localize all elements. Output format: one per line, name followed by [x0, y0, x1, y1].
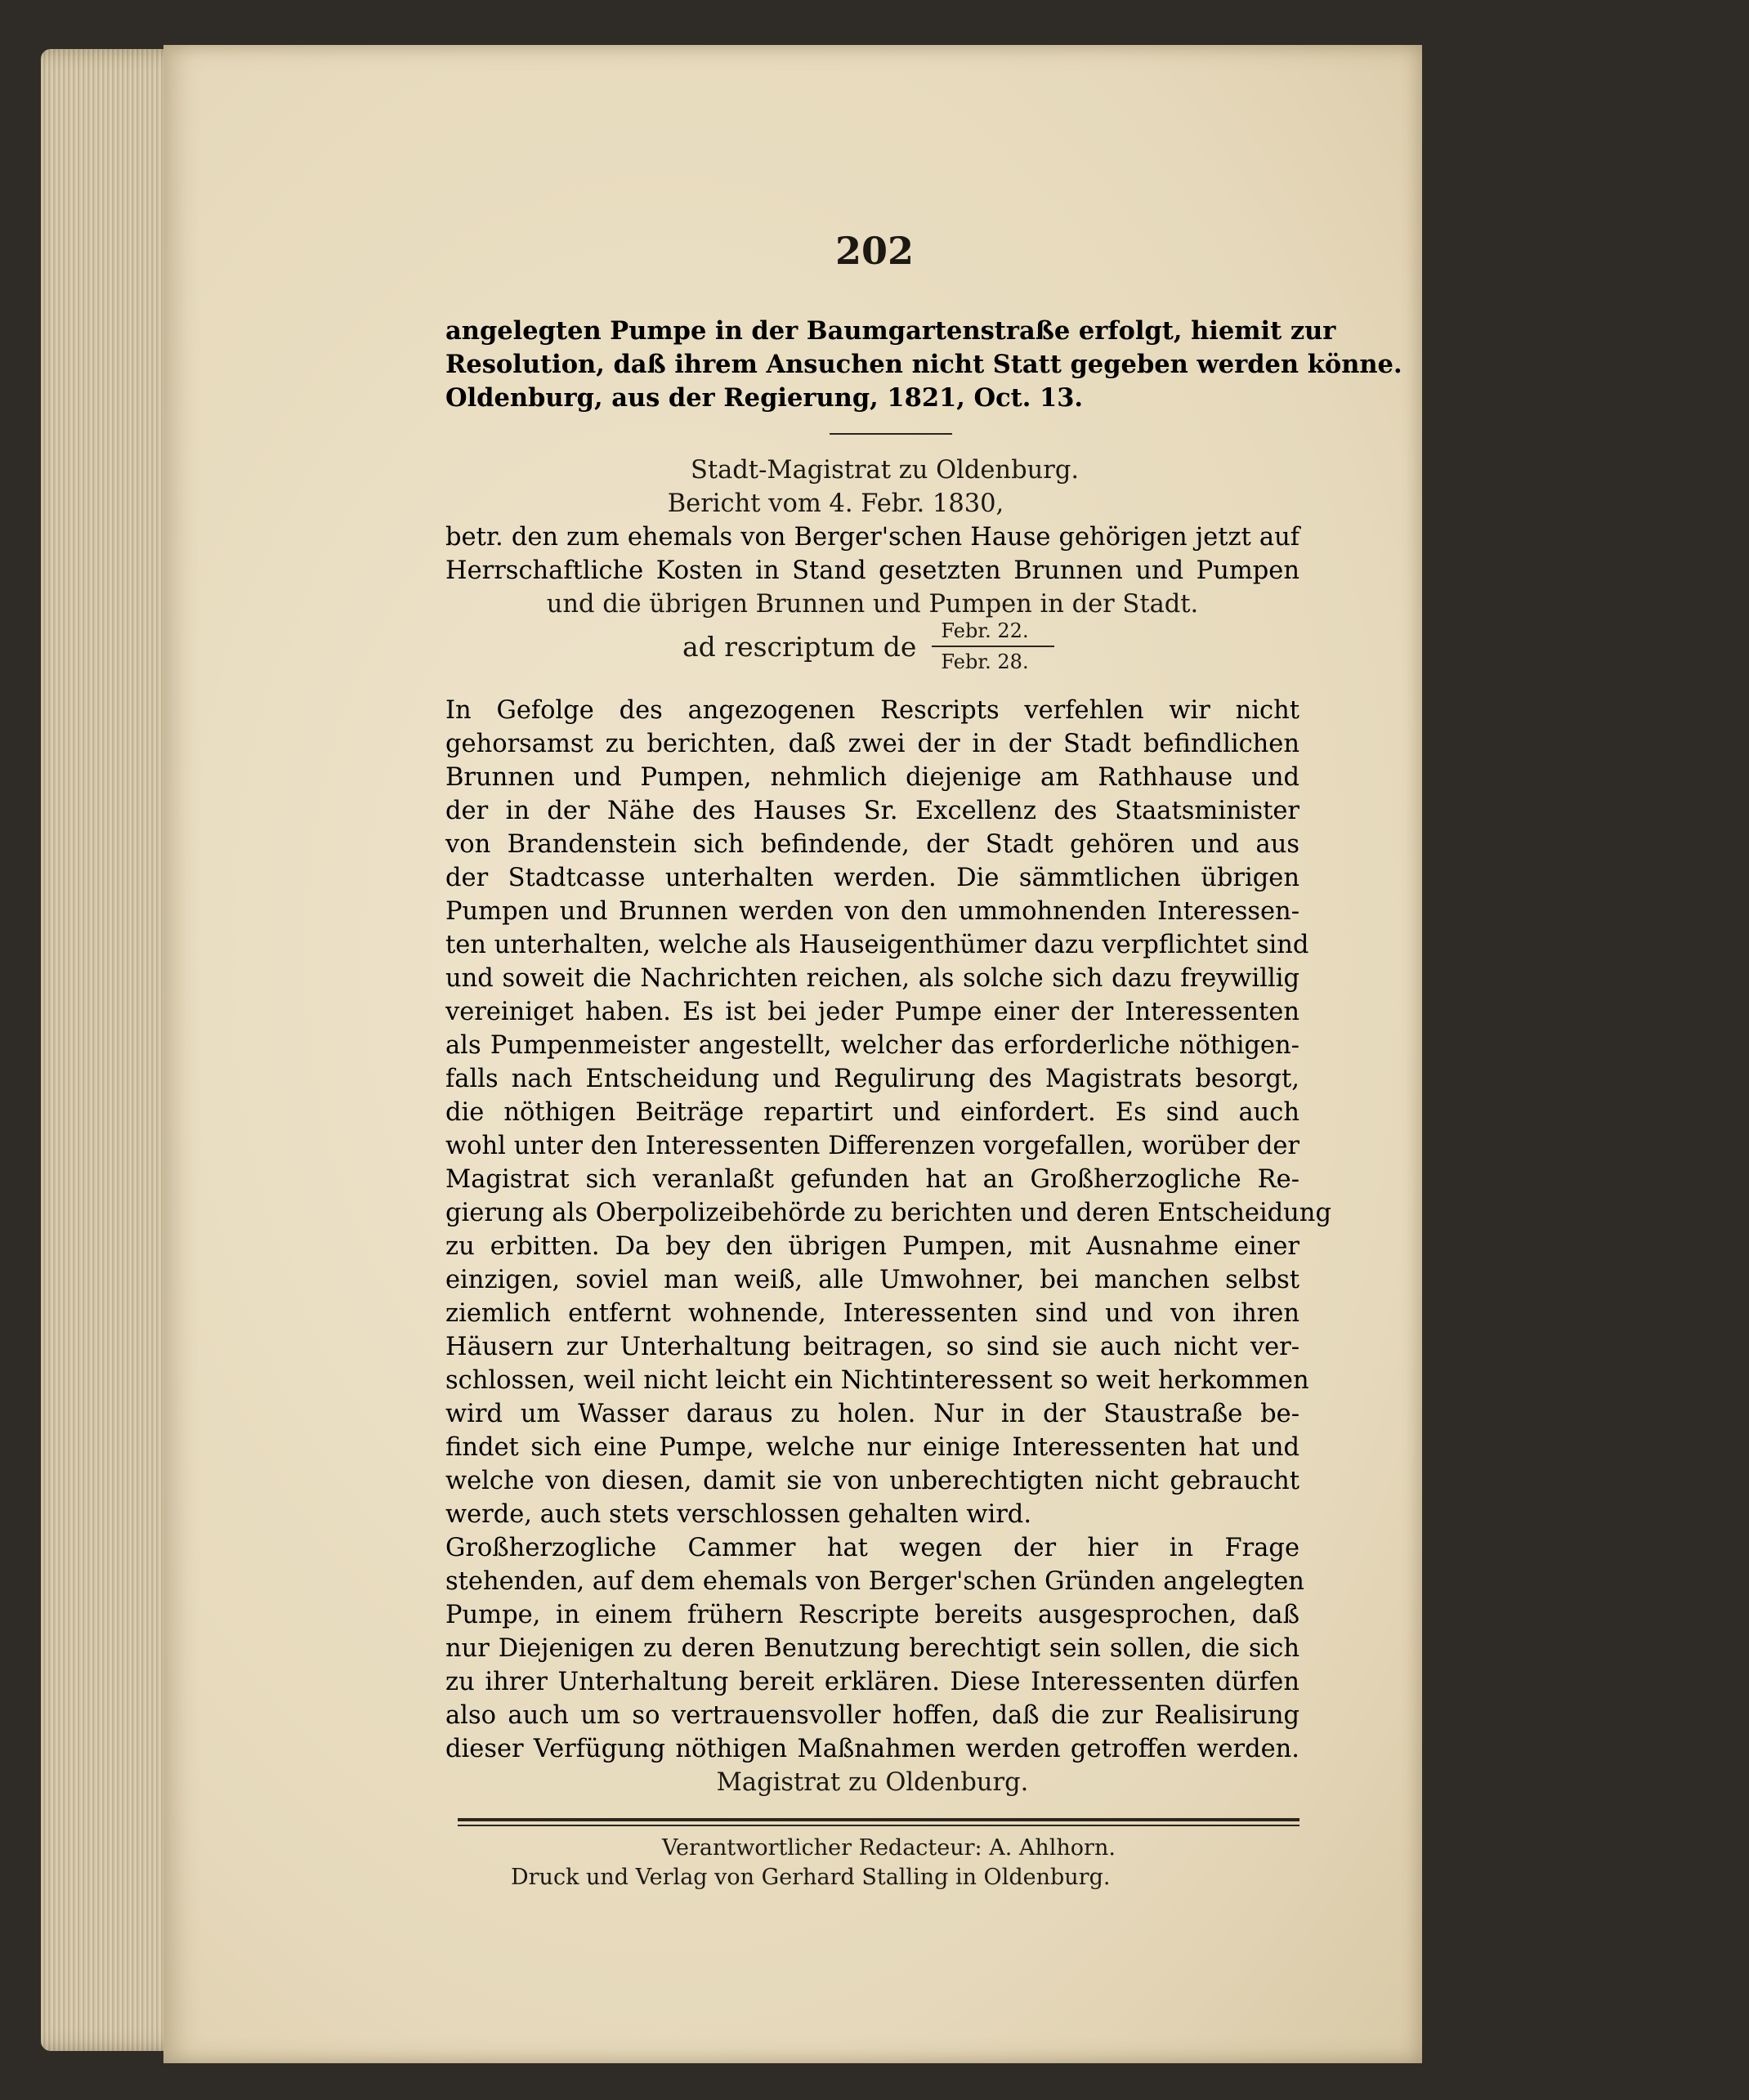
text-line: ten unterhalten, welche als Hauseigenthümer dazu verpflichtet sind	[445, 931, 1309, 959]
subject-line: betr. den zum ehemals von Berger'schen Hause gehörigen jetzt auf	[445, 523, 1299, 552]
rescript-denominator: Febr. 28.	[941, 650, 1029, 673]
footer-editor: Verantwortlicher Redacteur: A. Ahlhorn.	[662, 1835, 1116, 1861]
text-line: welche von diesen, damit sie von unberechtigten nicht gebraucht	[445, 1467, 1299, 1495]
separator-rule	[830, 433, 952, 435]
text-line: Großherzogliche Cammer hat wegen der hier in Frage	[445, 1534, 1299, 1562]
text-line: Pumpen und Brunnen werden von den ummohnenden Interessen-	[445, 897, 1299, 926]
text-line: Pumpe, in einem frühern Rescripte bereits ausgesprochen, daß	[445, 1601, 1299, 1629]
text-line: von Brandenstein sich befindende, der Stadt gehören und aus	[445, 830, 1299, 859]
signature: Magistrat zu Oldenburg.	[716, 1768, 1029, 1797]
text-line: vereiniget haben. Es ist bei jeder Pumpe einer der Interessenten	[445, 998, 1299, 1026]
text-line: dieser Verfügung nöthigen Maßnahmen werden getroffen werden.	[445, 1735, 1299, 1763]
text-line: der Stadtcasse unterhalten werden. Die sämmtlichen übrigen	[445, 864, 1299, 892]
text-line: ziemlich entfernt wohnende, Interessenten sind und von ihren	[445, 1299, 1299, 1328]
text-line: gehorsamst zu berichten, daß zwei der in der Stadt befindlichen	[445, 730, 1299, 758]
text-line: gierung als Oberpolizeibehörde zu berichten und deren Entscheidung	[445, 1199, 1331, 1227]
rescript-numerator: Febr. 22.	[941, 619, 1029, 642]
dateline: Oldenburg, aus der Regierung, 1821, Oct. 13.	[445, 383, 1084, 413]
rescript-prefix: ad rescriptum de	[682, 631, 917, 663]
text-line: wird um Wasser daraus zu holen. Nur in der Staustraße be-	[445, 1400, 1299, 1428]
text-line: und soweit die Nachrichten reichen, als solche sich dazu freywillig	[445, 964, 1299, 993]
paragraph-1-last-line: werde, auch stets verschlossen gehalten wird.	[445, 1500, 1032, 1529]
text-line: falls nach Entscheidung und Regulirung des Magistrats besorgt,	[445, 1065, 1299, 1093]
fraction-bar	[932, 646, 1054, 647]
text-line: zu erbitten. Da bey den übrigen Pumpen, mit Ausnahme einer	[445, 1232, 1299, 1261]
text-line: schlossen, weil nicht leicht ein Nichtinteressent so weit herkommen	[445, 1366, 1309, 1395]
subject-line-last: und die übrigen Brunnen und Pumpen in der Stadt.	[546, 590, 1199, 619]
text-line: wohl unter den Interessenten Differenzen vorgefallen, worüber der	[445, 1132, 1299, 1160]
footer-rule-top	[458, 1818, 1299, 1821]
subject-line: Herrschaftliche Kosten in Stand gesetzten Brunnen und Pumpen	[445, 556, 1299, 585]
text-line: einzigen, soviel man weiß, alle Umwohner, bei manchen selbst	[445, 1266, 1299, 1294]
intro-line: angelegten Pumpe in der Baumgartenstraße erfolgt, hiemit zur	[445, 316, 1336, 346]
page-number: 202	[834, 229, 915, 273]
footer-publisher: Druck und Verlag von Gerhard Stalling in Oldenburg.	[511, 1865, 1111, 1890]
text-line: die nöthigen Beiträge repartirt und einfordert. Es sind auch	[445, 1098, 1299, 1127]
text-line: als Pumpenmeister angestellt, welcher das erforderliche nöthigen-	[445, 1031, 1299, 1060]
text-line: Häusern zur Unterhaltung beitragen, so sind sie auch nicht ver-	[445, 1333, 1299, 1361]
text-line: In Gefolge des angezogenen Rescripts verfehlen wir nicht	[445, 696, 1299, 725]
footer-rule-bottom	[458, 1825, 1299, 1826]
authority-heading: Stadt-Magistrat zu Oldenburg.	[690, 456, 1080, 485]
report-heading: Bericht vom 4. Febr. 1830,	[667, 489, 1004, 518]
text-line: Magistrat sich veranlaßt gefunden hat an Großherzogliche Re-	[445, 1165, 1299, 1194]
intro-line: Resolution, daß ihrem Ansuchen nicht Statt gegeben werden könne.	[445, 350, 1402, 379]
text-line: also auch um so vertrauensvoller hoffen, daß die zur Realisirung	[445, 1701, 1299, 1730]
text-line: der in der Nähe des Hauses Sr. Excellenz des Staatsminister	[445, 797, 1299, 825]
text-line: findet sich eine Pumpe, welche nur einige Interessenten hat und	[445, 1433, 1299, 1462]
text-line: nur Diejenigen zu deren Benutzung berechtigt sein sollen, die sich	[445, 1634, 1299, 1663]
text-line: Brunnen und Pumpen, nehmlich diejenige am Rathhause und	[445, 763, 1299, 792]
text-line: zu ihrer Unterhaltung bereit erklären. Diese Interessenten dürfen	[445, 1668, 1299, 1696]
text-line: stehenden, auf dem ehemals von Berger'schen Gründen angelegten	[445, 1567, 1304, 1596]
